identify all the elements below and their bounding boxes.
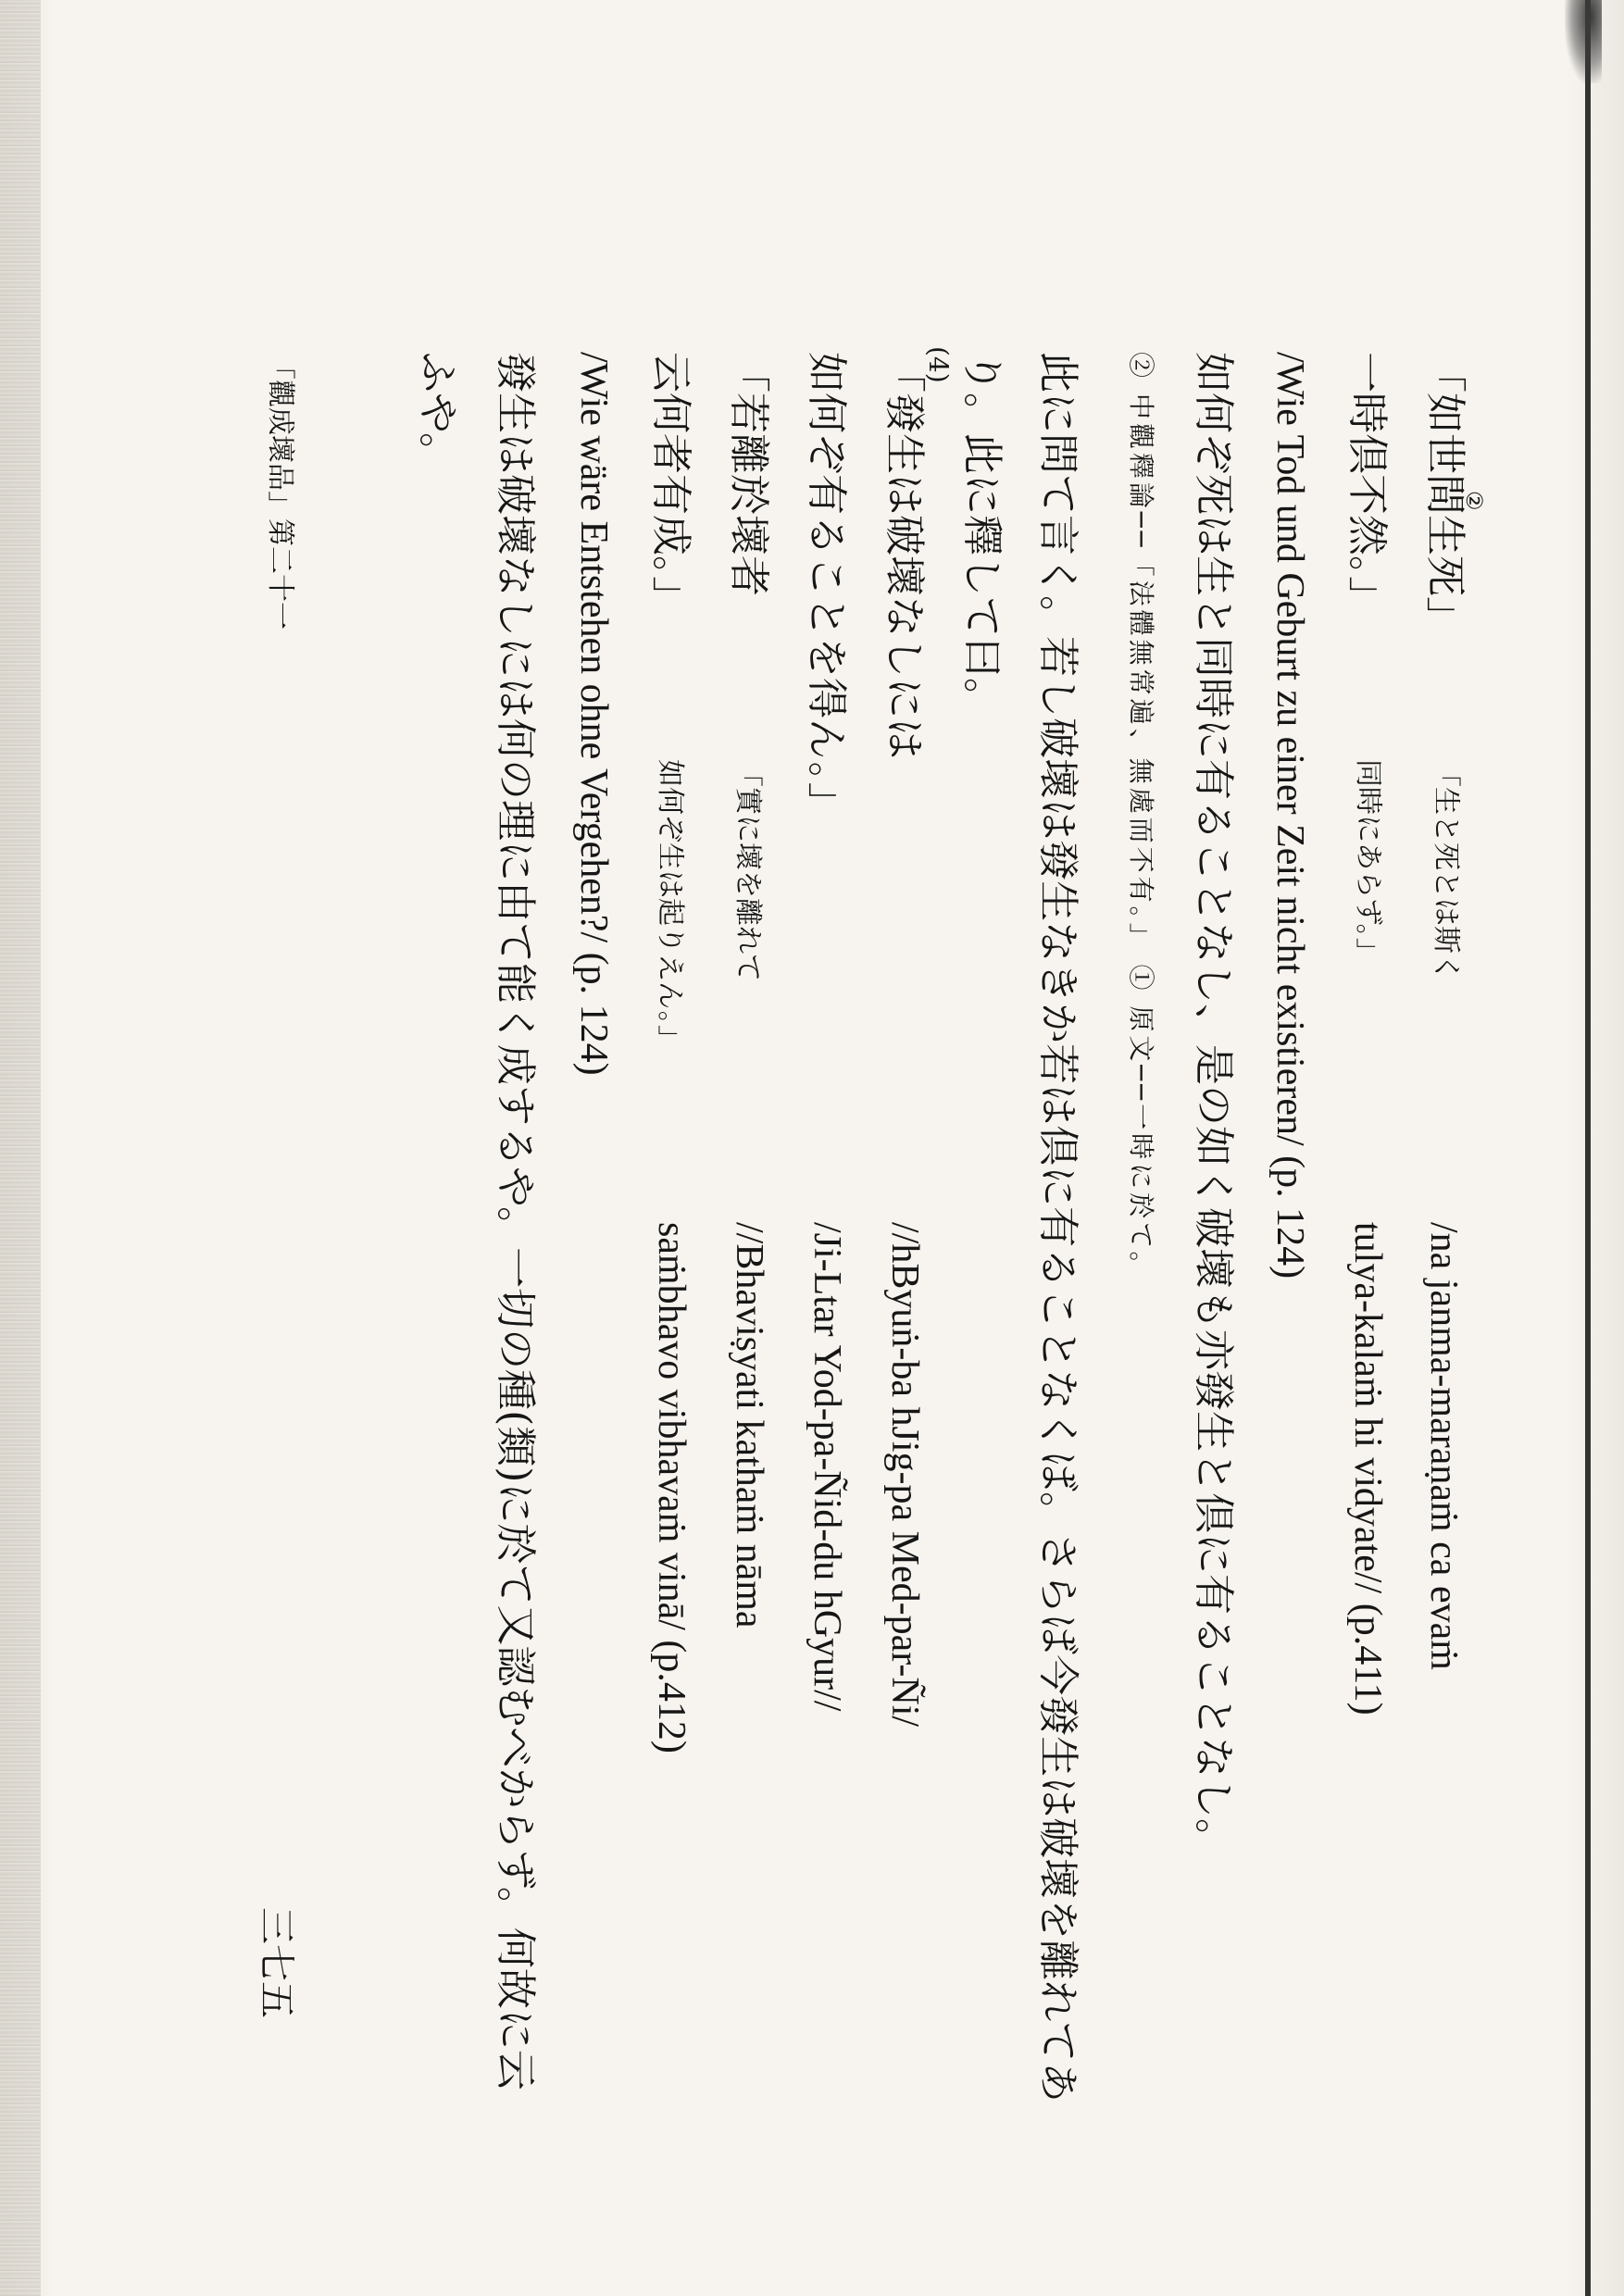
verse-b-roman1: //hByuṅ-ba hJig-pa Med-par-Ñi/: [883, 1222, 926, 1728]
commentary-2-line2: ふや。: [414, 352, 461, 474]
verse-a-gloss2: 同時にあらず。」: [1352, 759, 1384, 966]
verse-a-roman1: /na janma-maraṇaṁ ca evaṁ: [1422, 1222, 1465, 1670]
verse-b-gloss3: 「實に壞を離れて: [731, 759, 764, 981]
verse-b-line2: 如何ぞ有ることを得ん。」: [803, 352, 850, 823]
scan-blot: [1565, 0, 1602, 83]
verse-a-gloss1: 「生と死とは斯く: [1430, 759, 1462, 981]
question-line1: 此に問て言く。若し破壞は發生なきか若は倶に有ることなくば。さらば今發生は破壞を離れてあ: [1034, 352, 1081, 2103]
verse-b-roman3: //Bhaviṣyati kathaṁ nāma: [728, 1222, 770, 1628]
verse-b-line4: 云何者有成。」: [647, 352, 694, 617]
running-title: 「觀成壞品」第二十一: [264, 352, 296, 630]
verse-b-roman4: saṁbhavo vibhavaṁ vinā/ (p.412): [650, 1222, 693, 1753]
page-number: 三七五: [255, 1907, 297, 2018]
question-line2: り。此に釋して曰。: [958, 352, 1006, 718]
commentary-2-line1: 發生は破壞なしには何の理に由て能く成するや。一切の種(類)に於て又認むべからず。何故に云: [492, 352, 539, 2090]
scan-edge-left: [0, 0, 41, 2296]
verse-b-line3: 「若離於壞者: [725, 352, 772, 596]
verse-a-line2: 一時倶不然。」: [1343, 352, 1391, 617]
verse-b-gloss4: 如何ぞ生は起りえん。」: [654, 759, 686, 1053]
footnote-line: ② 中觀釋論──「法體無常遍、無處而不有。」 ① 原文──一時に於て。: [1126, 352, 1156, 1281]
verse-a-roman2: tulya-kalaṁ hi vidyate// (p.411): [1346, 1222, 1389, 1716]
verse-b-roman2: /Ji-Ltar Yod-pa-Ñid-du hGyur//: [806, 1222, 848, 1712]
commentary-1: 如何ぞ死は生と同時に有ることなし、是の如く破壞も亦發生と倶に有ることなし。: [1190, 352, 1237, 1859]
verse-number: (4): [923, 346, 954, 383]
verse-b-line1: 「發生は破壞なしには: [881, 352, 928, 759]
scan-edge-right: [1585, 0, 1591, 2296]
german-translation-2: /Wie wäre Entstehen ohne Vergehen?/ (p. 124): [572, 352, 615, 1076]
german-translation-1: /Wie Tod und Geburt zu einer Zeit nicht existieren/ (p. 124): [1268, 352, 1311, 1279]
verse-a-line1: 「如世間生死」: [1421, 352, 1468, 637]
rotated-text-block: [241, 346, 1487, 2203]
note-mark: ②: [1461, 491, 1487, 511]
